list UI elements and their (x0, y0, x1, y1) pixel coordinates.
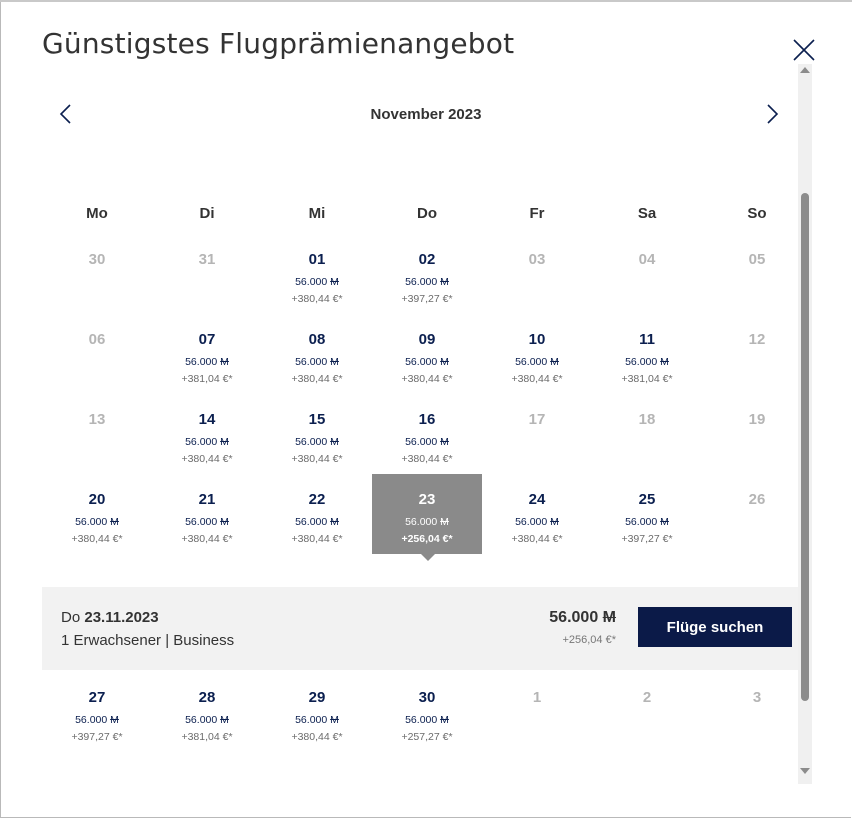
day-miles-unit: M (220, 356, 229, 368)
calendar-week-row (42, 234, 812, 314)
calendar-week-row (42, 314, 812, 394)
search-flights-button[interactable]: Flüge suchen (638, 607, 792, 647)
day-miles-value: 56.000 (405, 516, 438, 528)
day-number: 16 (418, 411, 436, 428)
day-number: 02 (418, 251, 436, 268)
day-number: 22 (308, 491, 326, 508)
weekday-label: Fr (529, 205, 545, 222)
summary-miles-unit: M (602, 609, 616, 626)
day-miles-unit: M (220, 516, 229, 528)
calendar-day[interactable] (262, 394, 372, 474)
calendar-day[interactable] (482, 314, 592, 394)
calendar-day[interactable] (262, 672, 372, 752)
day-miles (42, 516, 152, 529)
summary-weekday: Do (61, 609, 81, 626)
day-miles-unit: M (660, 516, 669, 528)
day-number: 05 (748, 251, 766, 268)
dialog-top-border (0, 0, 852, 2)
weekday-label: Mi (308, 205, 326, 222)
month-label: November 2023 (370, 106, 482, 123)
calendar-day (702, 394, 812, 474)
day-miles (152, 356, 262, 369)
calendar-day (152, 234, 262, 314)
calendar-day[interactable] (262, 234, 372, 314)
calendar-day[interactable] (592, 314, 702, 394)
day-number: 1 (532, 689, 542, 706)
day-miles (262, 516, 372, 529)
summary-miles (549, 609, 616, 627)
day-number: 10 (528, 331, 546, 348)
day-miles-unit: M (330, 436, 339, 448)
day-eur: +380,44 €* (71, 533, 123, 545)
day-miles-value: 56.000 (405, 356, 438, 368)
day-miles-value: 56.000 (295, 714, 328, 726)
day-eur: +380,44 €* (291, 453, 343, 465)
weekday-label: Mo (86, 205, 108, 222)
day-miles-unit: M (440, 436, 449, 448)
day-miles-unit: M (330, 714, 339, 726)
day-miles-unit: M (550, 516, 559, 528)
day-number: 28 (198, 689, 216, 706)
calendar-week-row (42, 474, 812, 554)
day-miles-unit: M (440, 356, 449, 368)
calendar-day[interactable] (42, 474, 152, 554)
day-miles-value: 56.000 (185, 436, 218, 448)
calendar-day (592, 394, 702, 474)
day-number: 13 (88, 411, 106, 428)
day-number: 20 (88, 491, 106, 508)
summary-date (61, 609, 159, 626)
summary-date-value: 23.11.2023 (84, 609, 159, 626)
day-number: 12 (748, 331, 766, 348)
day-number: 21 (198, 491, 216, 508)
day-miles (262, 714, 372, 727)
day-eur: +256,04 €* (401, 533, 453, 545)
day-eur: +397,27 €* (71, 731, 123, 743)
calendar-last-row (42, 672, 812, 752)
day-number: 31 (198, 251, 216, 268)
day-miles (262, 276, 372, 289)
day-number: 27 (88, 689, 106, 706)
chevron-right-icon[interactable] (758, 100, 786, 128)
calendar-day (482, 672, 592, 752)
day-miles-value: 56.000 (295, 516, 328, 528)
calendar-day[interactable] (262, 474, 372, 554)
day-number: 08 (308, 331, 326, 348)
day-miles-value: 56.000 (295, 276, 328, 288)
calendar-day (702, 314, 812, 394)
day-miles-value: 56.000 (75, 516, 108, 528)
day-miles (152, 714, 262, 727)
day-miles-value: 56.000 (295, 436, 328, 448)
day-number: 09 (418, 331, 436, 348)
day-number: 17 (528, 411, 546, 428)
day-miles (372, 516, 482, 529)
day-miles-value: 56.000 (405, 276, 438, 288)
day-eur: +381,04 €* (621, 373, 673, 385)
day-miles-unit: M (440, 276, 449, 288)
day-miles (372, 276, 482, 289)
summary-miles-value: 56.000 (549, 609, 599, 626)
day-miles-value: 56.000 (185, 516, 218, 528)
calendar-day[interactable] (262, 314, 372, 394)
day-miles-value: 56.000 (405, 714, 438, 726)
calendar-week-row (42, 672, 812, 752)
day-eur: +381,04 €* (181, 731, 233, 743)
calendar-day (482, 394, 592, 474)
day-miles (152, 516, 262, 529)
calendar-day[interactable] (372, 234, 482, 314)
day-miles (592, 516, 702, 529)
day-number: 04 (638, 251, 656, 268)
day-number: 07 (198, 331, 216, 348)
calendar-week-row (42, 394, 812, 474)
day-number: 24 (528, 491, 546, 508)
calendar-day[interactable] (152, 394, 262, 474)
day-miles (482, 516, 592, 529)
month-label-container (0, 106, 852, 123)
day-eur: +380,44 €* (181, 533, 233, 545)
day-miles-value: 56.000 (405, 436, 438, 448)
day-miles (262, 356, 372, 369)
calendar-day[interactable] (152, 474, 262, 554)
close-icon[interactable] (792, 38, 816, 62)
calendar-day-selected[interactable] (372, 474, 482, 554)
day-number: 18 (638, 411, 656, 428)
day-miles-unit: M (330, 276, 339, 288)
summary-eur: +256,04 €* (562, 634, 616, 646)
calendar-day[interactable] (482, 474, 592, 554)
day-miles-unit: M (660, 356, 669, 368)
day-number: 3 (752, 689, 762, 706)
calendar-day (482, 234, 592, 314)
day-eur: +380,44 €* (401, 373, 453, 385)
day-number: 15 (308, 411, 326, 428)
calendar-grid (42, 194, 812, 554)
day-miles-value: 56.000 (515, 356, 548, 368)
day-miles-unit: M (440, 714, 449, 726)
calendar-day[interactable] (152, 672, 262, 752)
calendar-day[interactable] (42, 672, 152, 752)
day-eur: +380,44 €* (401, 453, 453, 465)
day-eur: +381,04 €* (181, 373, 233, 385)
day-miles-unit: M (440, 516, 449, 528)
scroll-up-icon[interactable] (800, 67, 810, 73)
day-number: 23 (418, 491, 436, 508)
day-eur: +380,44 €* (291, 731, 343, 743)
day-eur: +380,44 €* (291, 533, 343, 545)
day-number: 30 (418, 689, 436, 706)
day-miles-value: 56.000 (515, 516, 548, 528)
day-miles (372, 436, 482, 449)
day-miles-value: 56.000 (185, 714, 218, 726)
calendar-day (42, 394, 152, 474)
calendar-day[interactable] (372, 394, 482, 474)
scroll-down-icon[interactable] (800, 768, 810, 774)
calendar-day[interactable] (152, 314, 262, 394)
calendar-day (702, 234, 812, 314)
weekday-label: Sa (637, 205, 657, 222)
day-number: 25 (638, 491, 656, 508)
day-miles (262, 436, 372, 449)
day-miles (372, 714, 482, 727)
day-number: 26 (748, 491, 766, 508)
day-miles-unit: M (110, 714, 119, 726)
day-miles (372, 356, 482, 369)
day-miles (482, 356, 592, 369)
day-miles-value: 56.000 (295, 356, 328, 368)
day-miles-value: 56.000 (185, 356, 218, 368)
weekday-label: Do (417, 205, 437, 222)
day-number: 19 (748, 411, 766, 428)
day-number: 01 (308, 251, 326, 268)
calendar-day[interactable] (372, 314, 482, 394)
selection-summary (42, 587, 798, 670)
day-miles (592, 356, 702, 369)
day-eur: +380,44 €* (511, 373, 563, 385)
day-number: 14 (198, 411, 216, 428)
day-eur: +397,27 €* (401, 293, 453, 305)
day-miles (152, 436, 262, 449)
day-miles-unit: M (220, 436, 229, 448)
day-miles (42, 714, 152, 727)
day-miles-value: 56.000 (625, 356, 658, 368)
day-eur: +380,44 €* (181, 453, 233, 465)
day-miles-unit: M (110, 516, 119, 528)
calendar-rows (42, 234, 812, 554)
day-miles-unit: M (330, 356, 339, 368)
day-eur: +380,44 €* (511, 533, 563, 545)
calendar-day (702, 672, 812, 752)
day-number: 11 (639, 331, 655, 348)
day-eur: +380,44 €* (291, 293, 343, 305)
day-miles-unit: M (330, 516, 339, 528)
day-eur: +380,44 €* (291, 373, 343, 385)
weekday-header (42, 194, 812, 234)
calendar-day (42, 234, 152, 314)
day-number: 06 (88, 331, 106, 348)
day-miles-value: 56.000 (625, 516, 658, 528)
summary-passengers: 1 Erwachsener | Business (61, 632, 235, 649)
weekday-label: So (747, 205, 767, 222)
day-number: 2 (642, 689, 652, 706)
day-number: 30 (88, 251, 106, 268)
day-miles-value: 56.000 (75, 714, 108, 726)
day-miles-unit: M (220, 714, 229, 726)
calendar-day (592, 672, 702, 752)
day-number: 29 (308, 689, 326, 706)
day-miles-unit: M (550, 356, 559, 368)
calendar-day[interactable] (592, 474, 702, 554)
calendar-day (42, 314, 152, 394)
weekday-label: Di (199, 205, 215, 222)
calendar-day[interactable] (372, 672, 482, 752)
calendar-day (702, 474, 812, 554)
day-number: 03 (528, 251, 546, 268)
day-eur: +397,27 €* (621, 533, 673, 545)
day-eur: +257,27 €* (401, 731, 453, 743)
dialog-title: Günstigstes Flugprämienangebot (42, 27, 515, 60)
calendar-day (592, 234, 702, 314)
